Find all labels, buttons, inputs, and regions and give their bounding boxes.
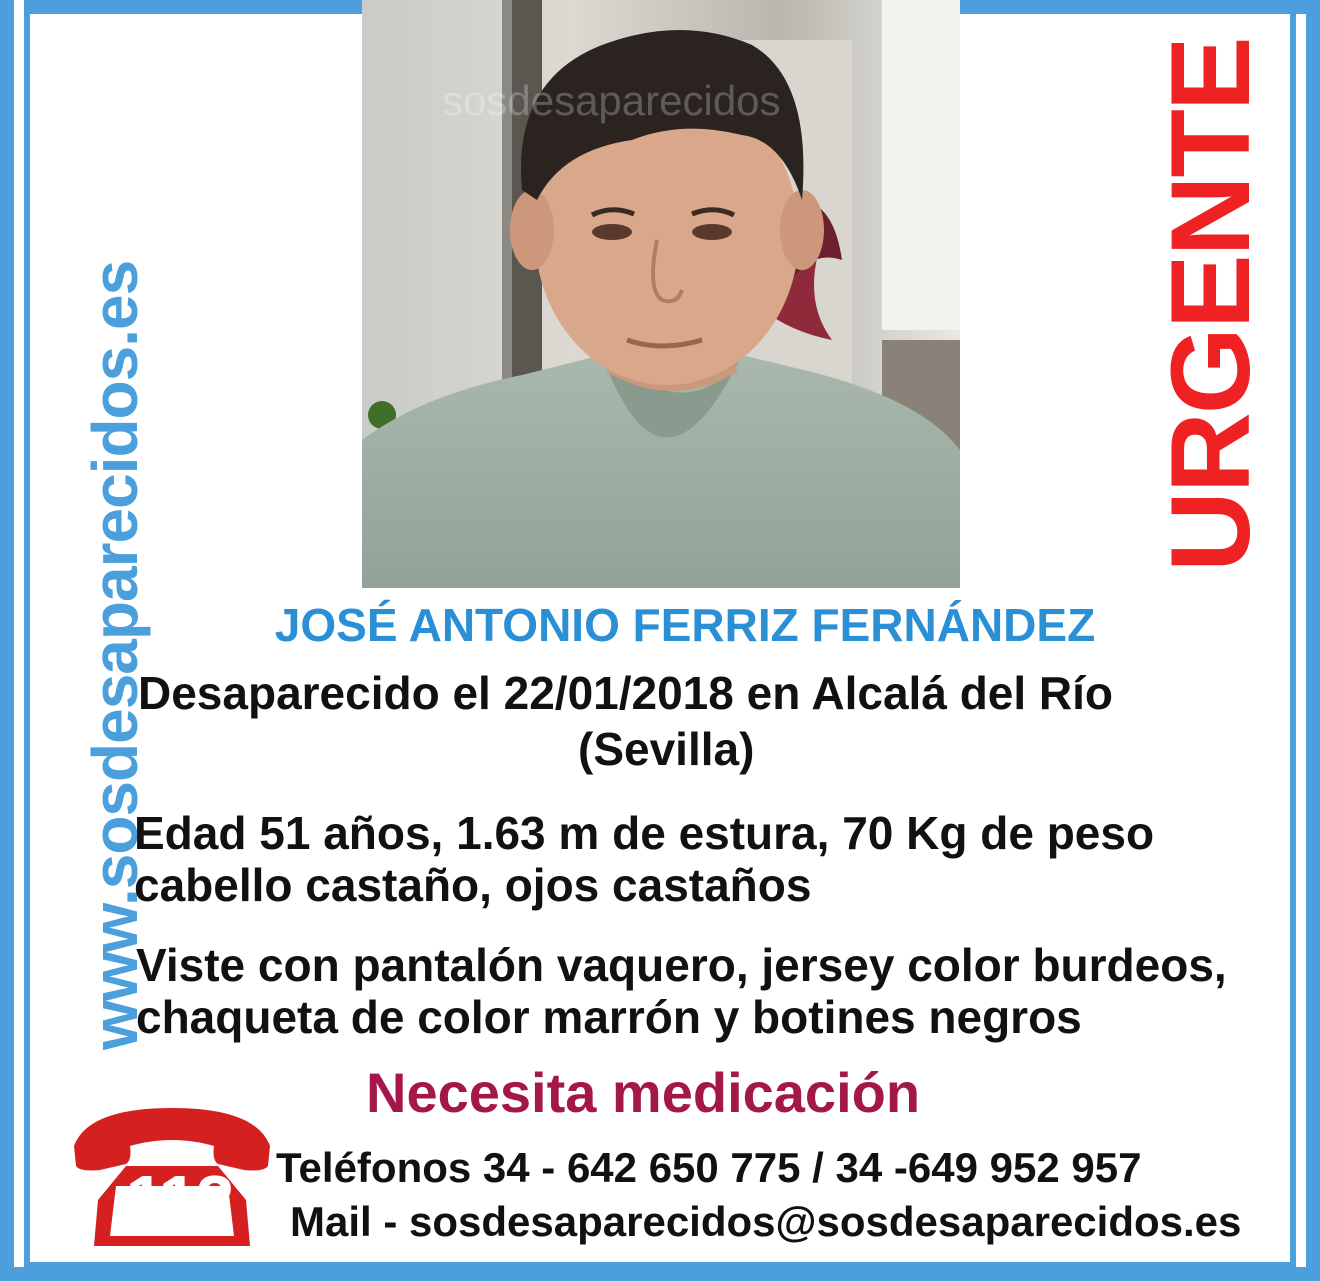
website-vertical[interactable]: www.sosdesaparecidos.es xyxy=(79,260,151,1050)
contact-email[interactable]: Mail - sosdesaparecidos@sosdesaparecidos.es xyxy=(290,1198,1242,1245)
emergency-number: 112 xyxy=(125,1161,233,1239)
portrait-illustration xyxy=(362,0,960,588)
clothing-description-2: chaqueta de color marrón y botines negros xyxy=(136,991,1082,1043)
missing-person-photo xyxy=(362,0,960,588)
medication-notice: Necesita medicación xyxy=(366,1061,921,1124)
photo-watermark: sosdesaparecidos xyxy=(442,77,781,124)
physical-description-2: cabello castaño, ojos castaños xyxy=(134,859,812,911)
physical-description-1: Edad 51 años, 1.63 m de estura, 70 Kg de peso xyxy=(134,807,1155,859)
urgent-label: URGENTE xyxy=(1148,38,1273,572)
disappearance-info: Desaparecido el 22/01/2018 en Alcalá del Río xyxy=(138,667,1114,719)
contact-phones[interactable]: Teléfonos 34 - 642 650 775 / 34 -649 952 957 xyxy=(276,1144,1142,1191)
clothing-description-1: Viste con pantalón vaquero, jersey color burdeos, xyxy=(136,939,1227,991)
person-name: JOSÉ ANTONIO FERRIZ FERNÁNDEZ xyxy=(274,599,1096,651)
province: (Sevilla) xyxy=(578,723,755,775)
frame-gap xyxy=(14,0,24,1267)
